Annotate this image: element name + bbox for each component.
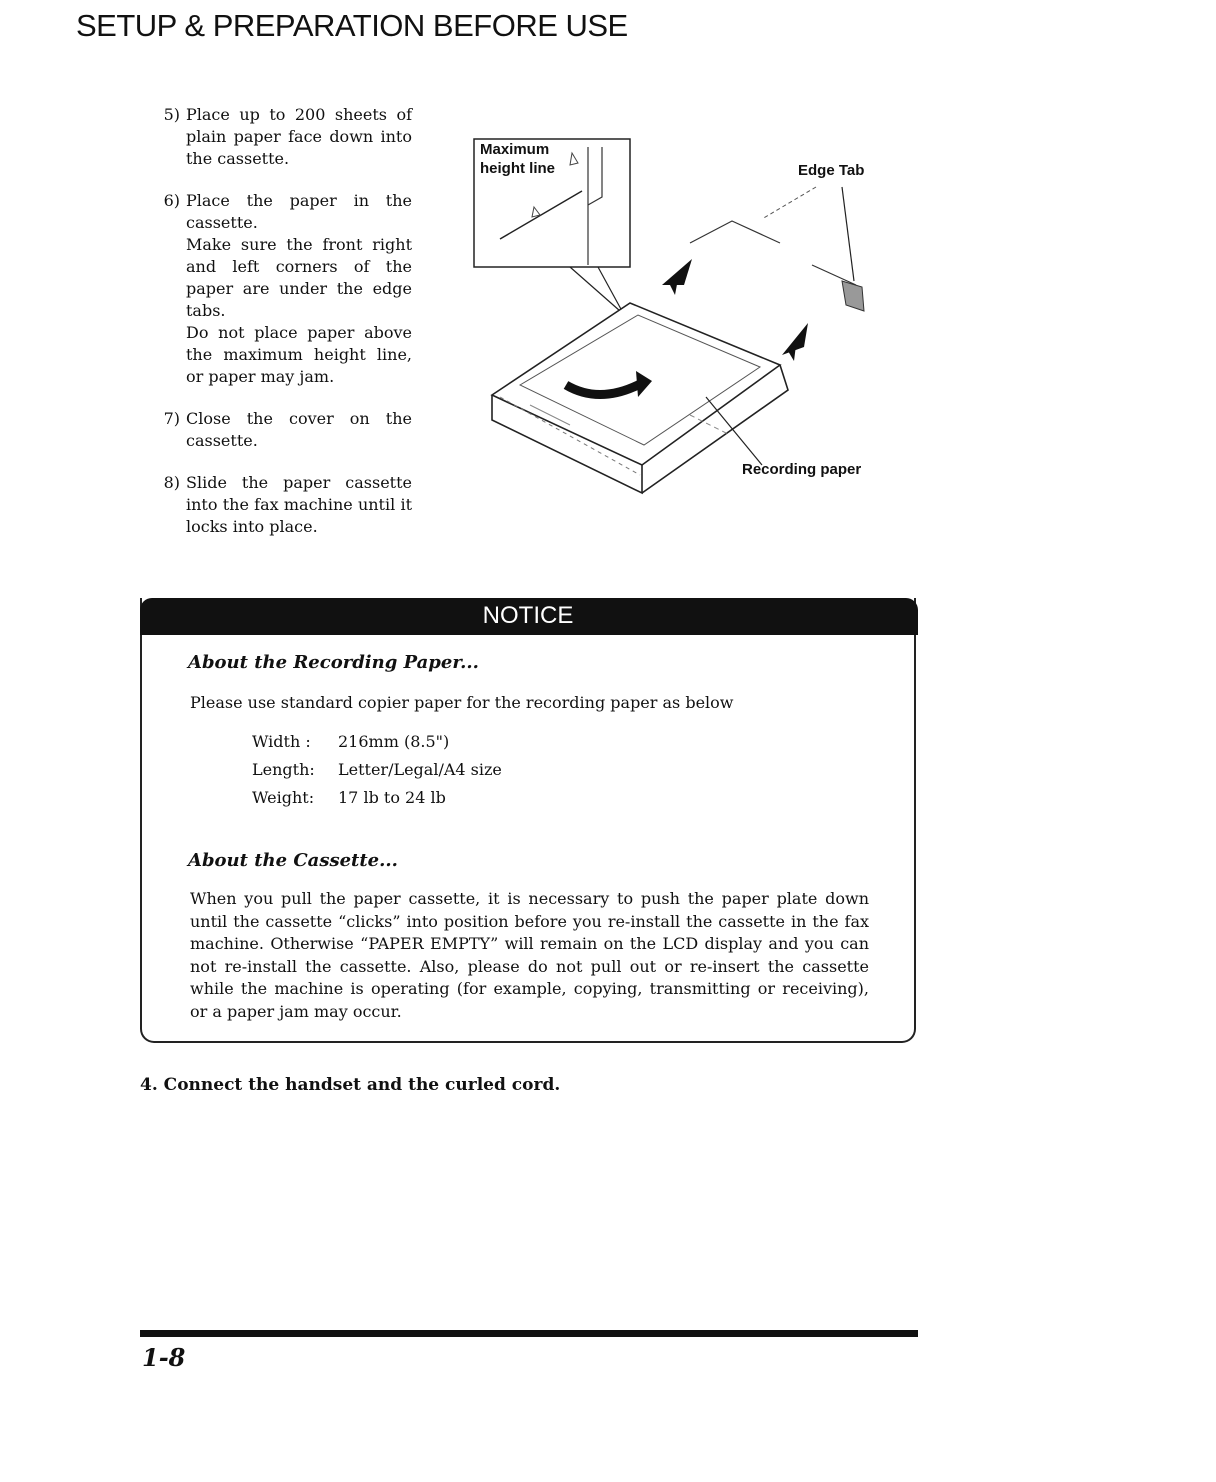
step-text: Place the paper in the cassette. <box>186 191 412 232</box>
paper-specs <box>252 728 502 812</box>
page-number: 1-8 <box>142 1343 186 1372</box>
notice-title <box>142 602 914 630</box>
connect-handset-step: 4. Connect the handset and the curled cord. <box>140 1075 561 1095</box>
page-title: SETUP & PREPARATION BEFORE USE <box>76 8 628 43</box>
notice-box <box>140 598 916 1043</box>
recording-paper-label: Recording paper <box>742 461 862 478</box>
spec-row <box>252 756 502 784</box>
step-text: Make sure the front right and left corners of the paper are under the edge tabs. <box>186 235 412 320</box>
spec-value: Letter/Legal/A4 size <box>338 760 502 779</box>
step-8 <box>150 472 412 538</box>
step-text: Slide the paper cassette into the fax machine until it locks into place. <box>186 473 412 536</box>
step-number: 8) <box>163 473 180 492</box>
step-7 <box>150 408 412 452</box>
spec-row <box>252 728 502 756</box>
recording-paper-heading: About the Recording Paper... <box>188 652 479 673</box>
step-number: 7) <box>163 409 180 428</box>
step-text: Do not place paper above the maximum height line, or paper may jam. <box>186 323 412 386</box>
cassette-heading: About the Cassette... <box>188 850 398 871</box>
max-height-label-line2: height line <box>480 160 555 177</box>
max-height-label: Maximum <box>480 141 550 158</box>
footer-rule <box>140 1330 918 1337</box>
notice-title-text: NOTICE <box>469 602 588 629</box>
cassette-text: When you pull the paper cassette, it is necessary to push the paper plate down until the cassette “clicks” into position before you re-install the cassette in the fax machine. Otherwise “PAPER EMPTY” will remain on the LCD display and you can not re-install the cassette. Also, please do not pull out or re-insert the cassette while the machine is operating (for example, copying, transmitting or receiving), or a paper jam may occur. <box>190 889 869 1021</box>
spec-value: 216mm (8.5") <box>338 732 450 751</box>
recording-paper-text: Please use standard copier paper for the recording paper as below <box>190 693 734 712</box>
spec-key: Weight: <box>252 788 315 807</box>
step-text: Place up to 200 sheets of plain paper face down into the cassette. <box>186 105 412 168</box>
step-text: Close the cover on the cassette. <box>186 409 412 450</box>
steps-list <box>150 104 412 558</box>
step-number: 5) <box>163 105 180 124</box>
spec-key: Width : <box>252 732 311 751</box>
edge-tab-label: Edge Tab <box>798 162 865 179</box>
cassette-illustration <box>470 135 890 510</box>
spec-value: 17 lb to 24 lb <box>338 788 446 807</box>
step-number: 6) <box>163 191 180 210</box>
spec-row <box>252 784 502 812</box>
step-5 <box>150 104 412 170</box>
step-6 <box>150 190 412 388</box>
spec-key: Length: <box>252 760 315 779</box>
cassette-drawing <box>470 135 890 510</box>
